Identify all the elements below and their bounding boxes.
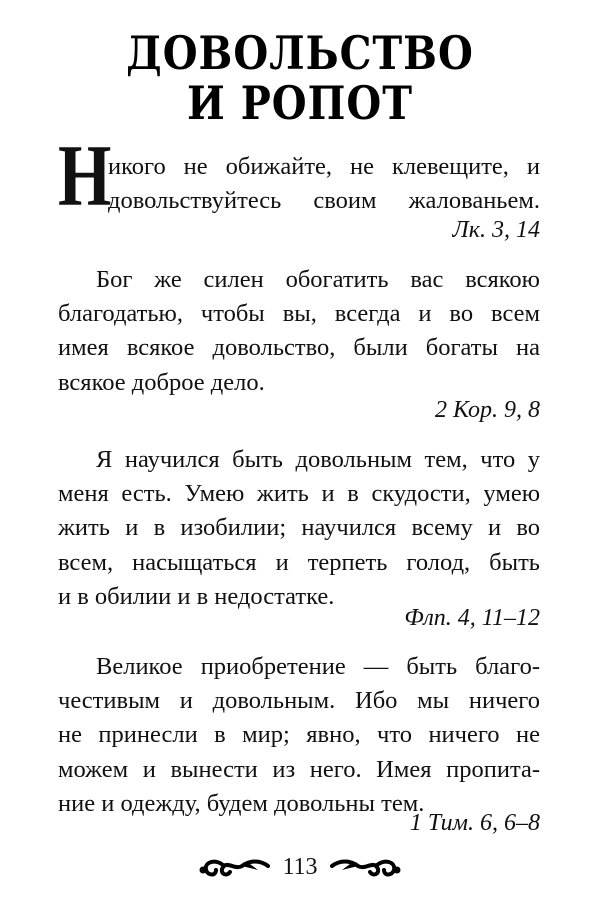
verse-1-reference: Лк. 3, 14 xyxy=(452,217,540,243)
page-footer xyxy=(0,852,600,882)
verse-line: ние и одежду, будем довольны тем. xyxy=(58,789,425,817)
verse-line: Я научился быть довольным тем, что у xyxy=(96,446,540,473)
verse-line: всякое доброе дело. xyxy=(58,368,265,396)
chapter-title-line-1: ДОВОЛЬСТВО xyxy=(126,26,474,81)
chapter-title-line-2: И РОПОТ xyxy=(186,76,414,131)
verse-line: всем, насыщаться и терпеть голод, быть xyxy=(58,548,540,576)
verse-line: Бог же силен обогатить вас всякою xyxy=(96,266,540,293)
verse-line: не принесли в мир; явно, что ничего не xyxy=(58,721,540,749)
drop-cap: Н xyxy=(58,128,112,225)
verse-4-reference: 1 Тим. 6, 6–8 xyxy=(409,810,540,836)
verse-2-reference: 2 Кор. 9, 8 xyxy=(434,397,540,423)
verse-line: жить и в изобилии; научился всему и во xyxy=(58,514,540,542)
verse-4-text xyxy=(58,650,540,821)
verse-line: честивым и довольным. Ибо мы ничего xyxy=(58,687,540,715)
verse-line: икого не обижайте, не клевещите, и xyxy=(108,153,540,180)
page-number: 113 xyxy=(282,854,318,880)
verse-line: и в обилии и в недостатке. xyxy=(58,582,335,610)
scroll-ornament-right-icon xyxy=(330,854,402,882)
verse-3-reference: Флп. 4, 11–12 xyxy=(404,605,540,631)
verse-3-text xyxy=(58,443,540,614)
verse-line: Великое приобретение — быть благо- xyxy=(96,653,540,680)
verse-2-text xyxy=(58,263,540,400)
verse-line: меня есть. Умею жить и в скудости, умею xyxy=(58,480,540,508)
scroll-ornament-left-icon xyxy=(198,854,270,882)
verse-line: благодатью, чтобы вы, всегда и во всем xyxy=(58,300,540,328)
verse-line: имея всякое довольство, были богаты на xyxy=(58,334,540,362)
verse-line: довольствуйтесь своим жалованьем. xyxy=(108,187,540,215)
verse-1-text xyxy=(108,150,540,218)
verse-line: можем и вынести из него. Имея пропита- xyxy=(58,755,540,783)
